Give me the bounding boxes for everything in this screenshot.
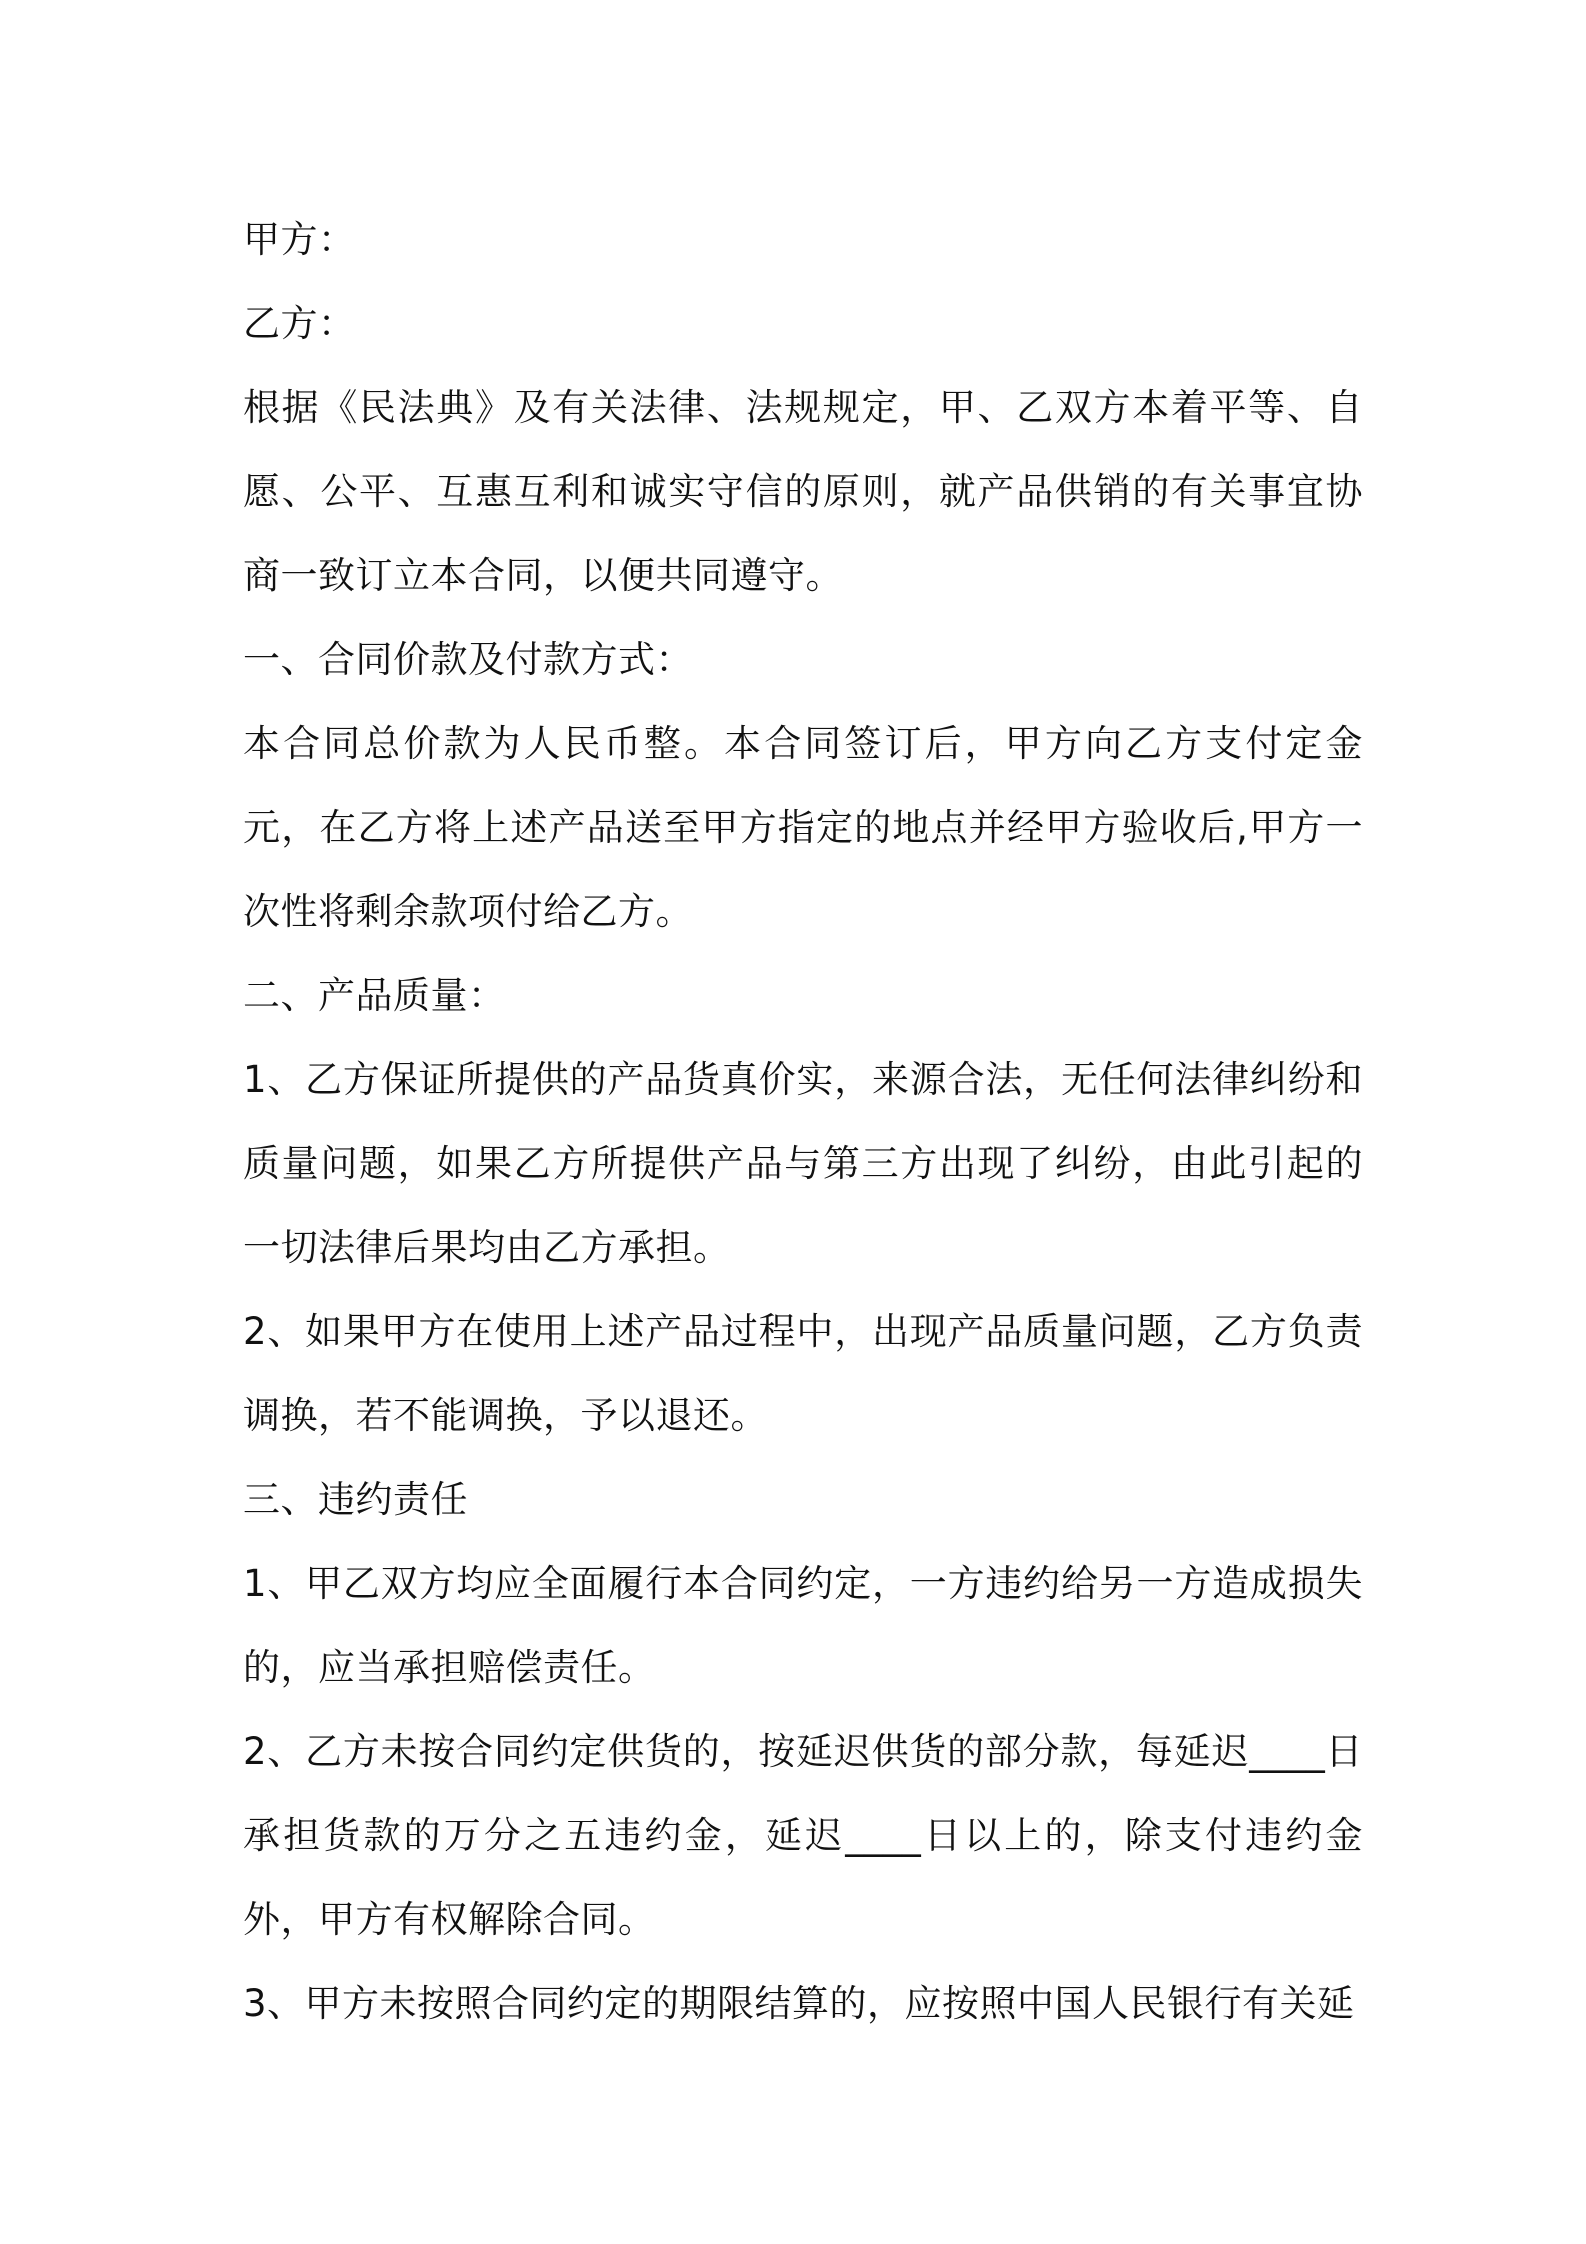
section-1-heading: 一、合同价款及付款方式： <box>243 638 693 681</box>
party-a-label: 甲方： <box>243 218 356 261</box>
party-b-label: 乙方： <box>243 302 356 345</box>
section-2-heading: 二、产品质量： <box>243 974 506 1017</box>
section-3-heading: 三、违约责任 <box>243 1478 468 1521</box>
section-2-item-2: 2、如果甲方在使用上述产品过程中，出现产品质量问题，乙方负责调换，若不能调换，予以退还。 <box>243 1310 1363 1437</box>
section-1-body: 本合同总价款为人民币整。本合同签订后，甲方向乙方支付定金元，在乙方将上述产品送至甲方指定的地点并经甲方验收后,甲方一次性将剩余款项付给乙方。 <box>243 722 1363 933</box>
preamble: 根据《民法典》及有关法律、法规规定，甲、乙双方本着平等、自愿、公平、互惠互利和诚实守信的原则，就产品供销的有关事宜协商一致订立本合同，以便共同遵守。 <box>243 386 1363 597</box>
section-3-item-1: 1、甲乙双方均应全面履行本合同约定，一方违约给另一方造成损失的，应当承担赔偿责任。 <box>243 1562 1363 1689</box>
contract-body <box>243 198 1363 2046</box>
section-3-item-2: 2、乙方未按合同约定供货的，按延迟供货的部分款，每延迟____日承担货款的万分之五违约金，延迟____日以上的，除支付违约金外，甲方有权解除合同。 <box>243 1730 1363 1941</box>
section-2-item-1: 1、乙方保证所提供的产品货真价实，来源合法，无任何法律纠纷和质量问题，如果乙方所提供产品与第三方出现了纠纷，由此引起的一切法律后果均由乙方承担。 <box>243 1058 1363 1269</box>
section-3-item-3: 3、甲方未按照合同约定的期限结算的，应按照中国人民银行有关延 <box>243 1982 1355 2025</box>
